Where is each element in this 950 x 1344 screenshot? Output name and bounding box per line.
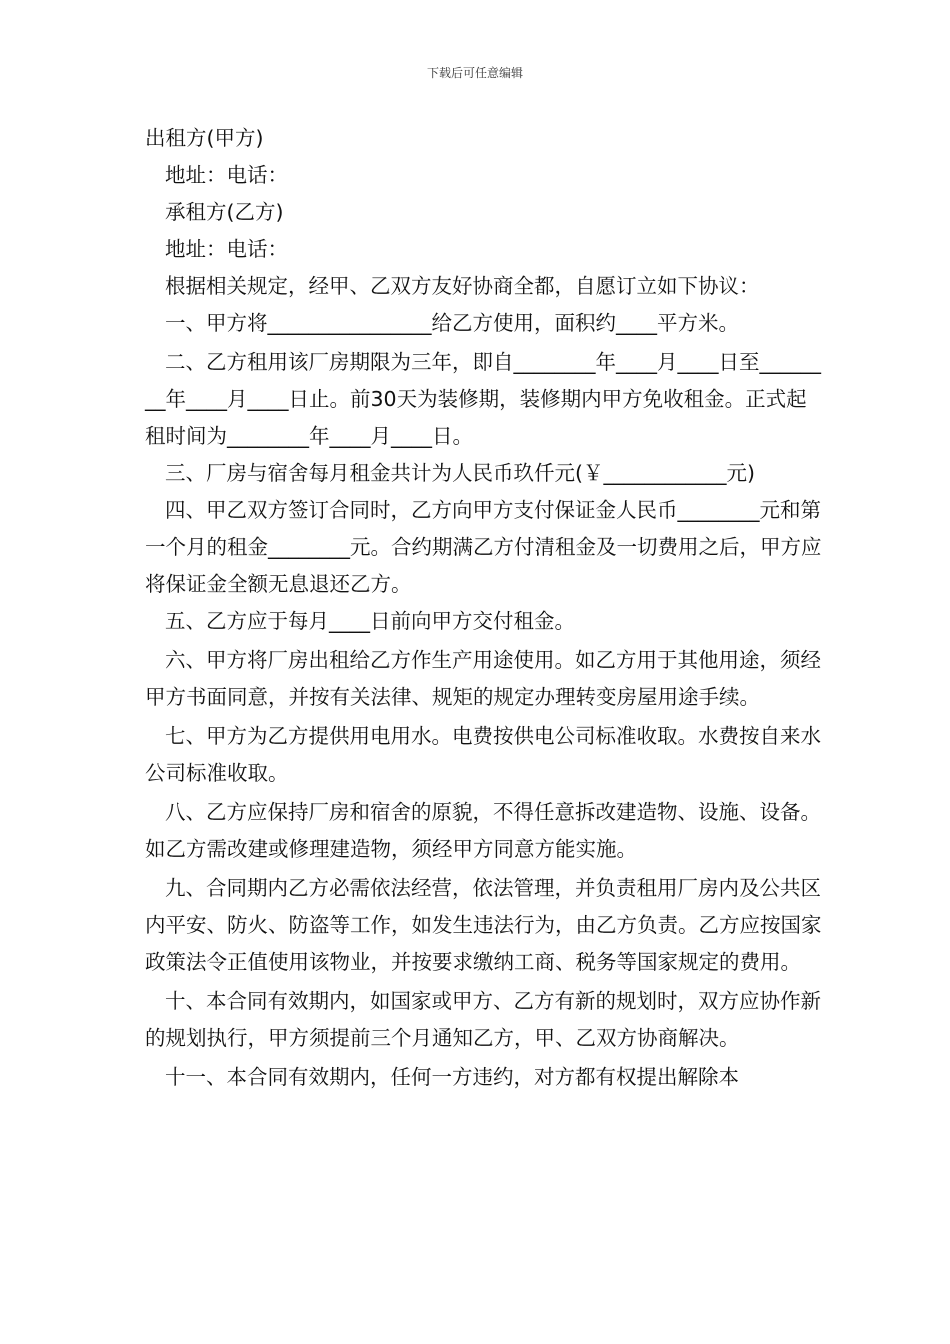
clause-7: 七、甲方为乙方提供用电用水。电费按供电公司标准收取。水费按自来水公司标准收取。 xyxy=(145,724,821,785)
clause-8: 八、乙方应保持厂房和宿舍的原貌，不得任意拆改建造物、设施、设备。如乙方需改建或修理建造物，须经甲方同意方能实施。 xyxy=(145,800,821,861)
clause-11: 十一、本合同有效期内，任何一方违约，对方都有权提出解除本 xyxy=(165,1065,739,1089)
lessee-contact-line: 地址：电话： xyxy=(165,237,288,261)
clause-6: 六、甲方将厂房出租给乙方作生产用途使用。如乙方用于其他用途，须经甲方书面同意，并按有关法律、规矩的规定办理转变房屋用途手续。 xyxy=(145,648,821,709)
clause-9: 九、合同期内乙方必需依法经营，依法管理，并负责租用厂房内及公共区内平安、防火、防盗等工作，如发生违法行为，由乙方负责。乙方应按国家政策法令正值使用该物业，并按要求缴纳工商、税务等国家规定的费用。 xyxy=(145,876,822,974)
clause-1: 一、甲方将________________给乙方使用，面积约____平方米。 xyxy=(165,311,739,335)
clause-2: 二、乙方租用该厂房期限为三年，即自________年____月____日至________年____月____日止。前30天为装修期，装修期内甲方免收租金。正式起租时间为________年____月____日。 xyxy=(145,350,821,448)
lessor-heading: 出租方(甲方) xyxy=(145,126,264,150)
document-body xyxy=(145,120,825,1096)
lessor-contact-line: 地址：电话： xyxy=(165,163,288,187)
preamble-paragraph: 根据相关规定，经甲、乙双方友好协商全都，自愿订立如下协议： xyxy=(165,274,760,298)
lessee-heading: 承租方(乙方) xyxy=(165,200,284,224)
clause-4: 四、甲乙双方签订合同时，乙方向甲方支付保证金人民币________元和第一个月的租金________元。合约期满乙方付清租金及一切费用之后，甲方应将保证金全额无息退还乙方。 xyxy=(145,498,822,596)
clause-5: 五、乙方应于每月____日前向甲方交付租金。 xyxy=(165,609,575,633)
clause-3: 三、厂房与宿舍每月租金共计为人民币玖仟元(￥____________元) xyxy=(165,461,755,485)
clause-10: 十、本合同有效期内，如国家或甲方、乙方有新的规划时，双方应协作新的规划执行，甲方须提前三个月通知乙方，甲、乙双方协商解决。 xyxy=(145,989,821,1050)
page-header: 下载后可任意编辑 xyxy=(426,66,523,80)
